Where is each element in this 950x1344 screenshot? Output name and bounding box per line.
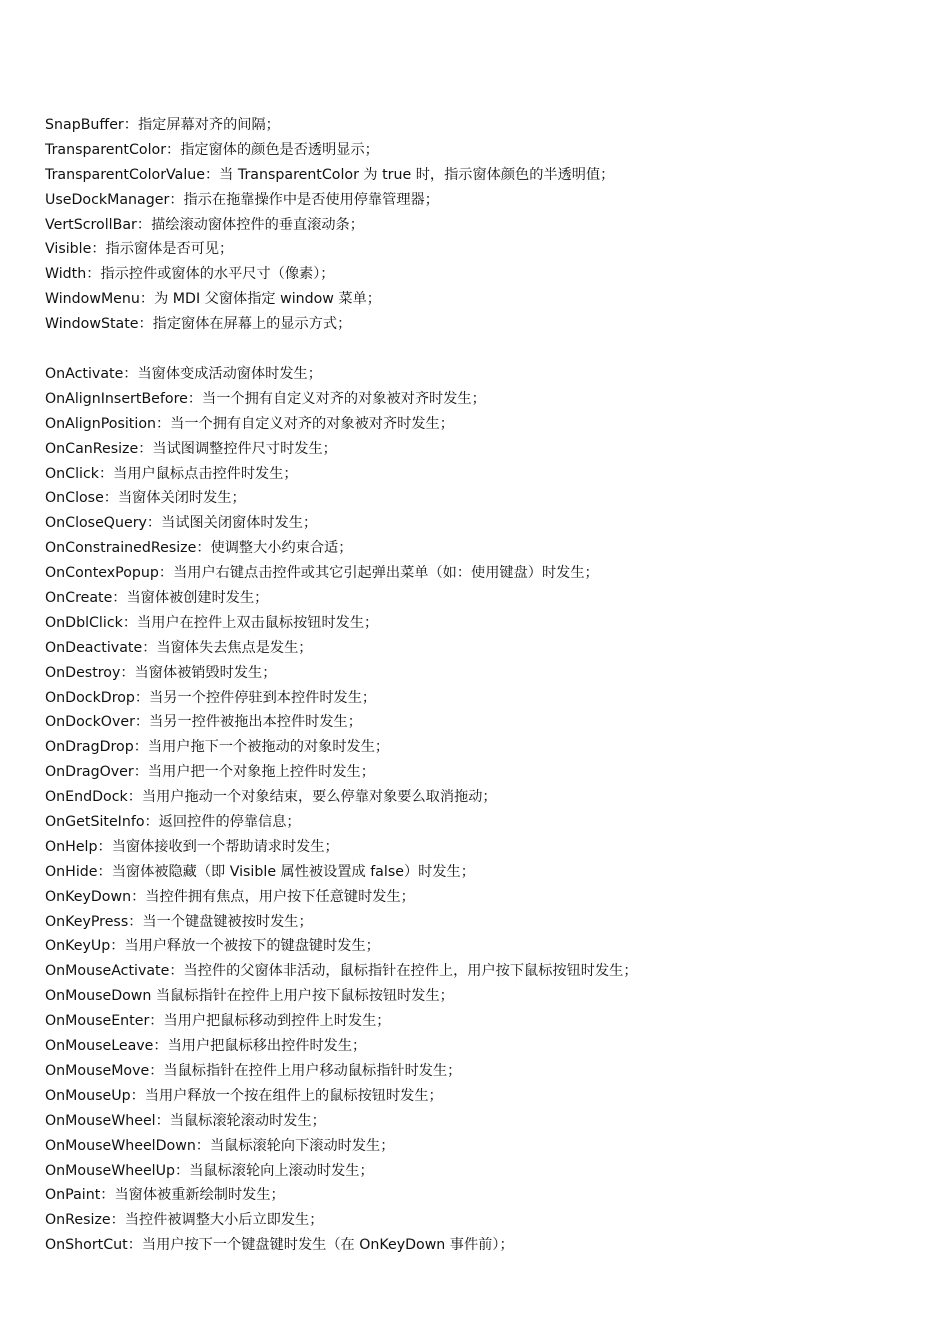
event-description-line: OnDockOver：当另一控件被拖出本控件时发生； [45, 714, 362, 731]
event-description-line: OnDragDrop：当用户拖下一个被拖动的对象时发生； [45, 739, 390, 756]
event-description-line: OnMouseWheelDown：当鼠标滚轮向下滚动时发生； [45, 1137, 395, 1154]
event-description-line: OnGetSiteInfo：返回控件的停靠信息； [45, 814, 301, 831]
property-description-line: WindowState：指定窗体在屏幕上的显示方式； [45, 316, 352, 333]
event-description-line: OnCanResize：当试图调整控件尺寸时发生； [45, 440, 337, 457]
property-list [45, 113, 925, 337]
property-description-line: Width：指示控件或窗体的水平尺寸（像素）； [45, 266, 335, 283]
event-description-line: OnKeyUp：当用户释放一个被按下的键盘键时发生； [45, 938, 380, 955]
property-description-line: VertScrollBar：描绘滚动窗体控件的垂直滚动条； [45, 216, 364, 233]
event-description-line: OnKeyDown：当控件拥有焦点，用户按下任意键时发生； [45, 888, 415, 905]
event-description-line: OnContexPopup：当用户右键点击控件或其它引起弹出菜单（如：使用键盘）时发生； [45, 565, 599, 582]
event-description-line: OnShortCut：当用户按下一个键盘键时发生（在 OnKeyDown 事件前）； [45, 1237, 514, 1254]
event-description-line: OnAlignInsertBefore：当一个拥有自定义对齐的对象被对齐时发生； [45, 390, 486, 407]
event-list [45, 362, 925, 1258]
property-description-line: SnapBuffer：指定屏幕对齐的间隔； [45, 117, 280, 133]
event-description-line: OnHelp：当窗体接收到一个帮助请求时发生； [45, 838, 339, 855]
event-description-line: OnMouseUp：当用户释放一个按在组件上的鼠标按钮时发生； [45, 1087, 443, 1104]
event-description-line: OnAlignPosition：当一个拥有自定义对齐的对象被对齐时发生； [45, 415, 454, 432]
event-description-line: OnDragOver：当用户把一个对象拖上控件时发生； [45, 764, 375, 781]
property-description-line: Visible：指示窗体是否可见； [45, 241, 234, 258]
event-description-line: OnPaint：当窗体被重新绘制时发生； [45, 1187, 285, 1204]
event-description-line: OnDestroy：当窗体被销毁时发生； [45, 664, 277, 681]
event-description-line: OnResize：当控件被调整大小后立即发生； [45, 1212, 324, 1229]
event-description-line: OnMouseLeave：当用户把鼠标移出控件时发生； [45, 1038, 367, 1055]
event-description-line: OnHide：当窗体被隐藏（即 Visible 属性被设置成 false）时发生； [45, 863, 475, 880]
property-description-line: TransparentColor：指定窗体的颜色是否透明显示； [45, 141, 379, 158]
event-description-line: OnMouseEnter：当用户把鼠标移动到控件上时发生； [45, 1013, 391, 1030]
event-description-line: OnMouseDown 当鼠标指针在控件上用户按下鼠标按钮时发生； [45, 988, 454, 1005]
event-description-line: OnMouseWheelUp：当鼠标滚轮向上滚动时发生； [45, 1162, 374, 1179]
event-description-line: OnClick：当用户鼠标点击控件时发生； [45, 465, 298, 482]
event-description-line: OnDblClick：当用户在控件上双击鼠标按钮时发生； [45, 614, 379, 631]
event-description-line: OnConstrainedResize：使调整大小约束合适； [45, 540, 353, 557]
event-description-line: OnClose：当窗体关闭时发生； [45, 490, 246, 507]
event-description-line: OnCloseQuery：当试图关闭窗体时发生； [45, 515, 318, 532]
property-description-line: TransparentColorValue：当 TransparentColor 为 true 时，指示窗体颜色的半透明值； [45, 166, 615, 183]
event-description-line: OnActivate：当窗体变成活动窗体时发生； [45, 366, 322, 382]
event-description-line: OnCreate：当窗体被创建时发生； [45, 590, 269, 607]
event-description-line: OnMouseMove：当鼠标指针在控件上用户移动鼠标指针时发生； [45, 1062, 462, 1079]
event-description-line: OnMouseActivate：当控件的父窗体非活动，鼠标指针在控件上，用户按下鼠标按钮时发生； [45, 963, 638, 980]
event-description-line: OnKeyPress：当一个键盘键被按时发生； [45, 913, 313, 930]
event-description-line: OnEndDock：当用户拖动一个对象结束，要么停靠对象要么取消拖动； [45, 789, 497, 806]
event-description-line: OnMouseWheel：当鼠标滚轮滚动时发生； [45, 1112, 326, 1129]
event-description-line: OnDeactivate：当窗体失去焦点是发生； [45, 639, 313, 656]
property-description-line: UseDockManager：指示在拖靠操作中是否使用停靠管理器； [45, 191, 439, 208]
property-description-line: WindowMenu：为 MDI 父窗体指定 window 菜单； [45, 291, 381, 308]
event-description-line: OnDockDrop：当另一个控件停驻到本控件时发生； [45, 689, 377, 706]
